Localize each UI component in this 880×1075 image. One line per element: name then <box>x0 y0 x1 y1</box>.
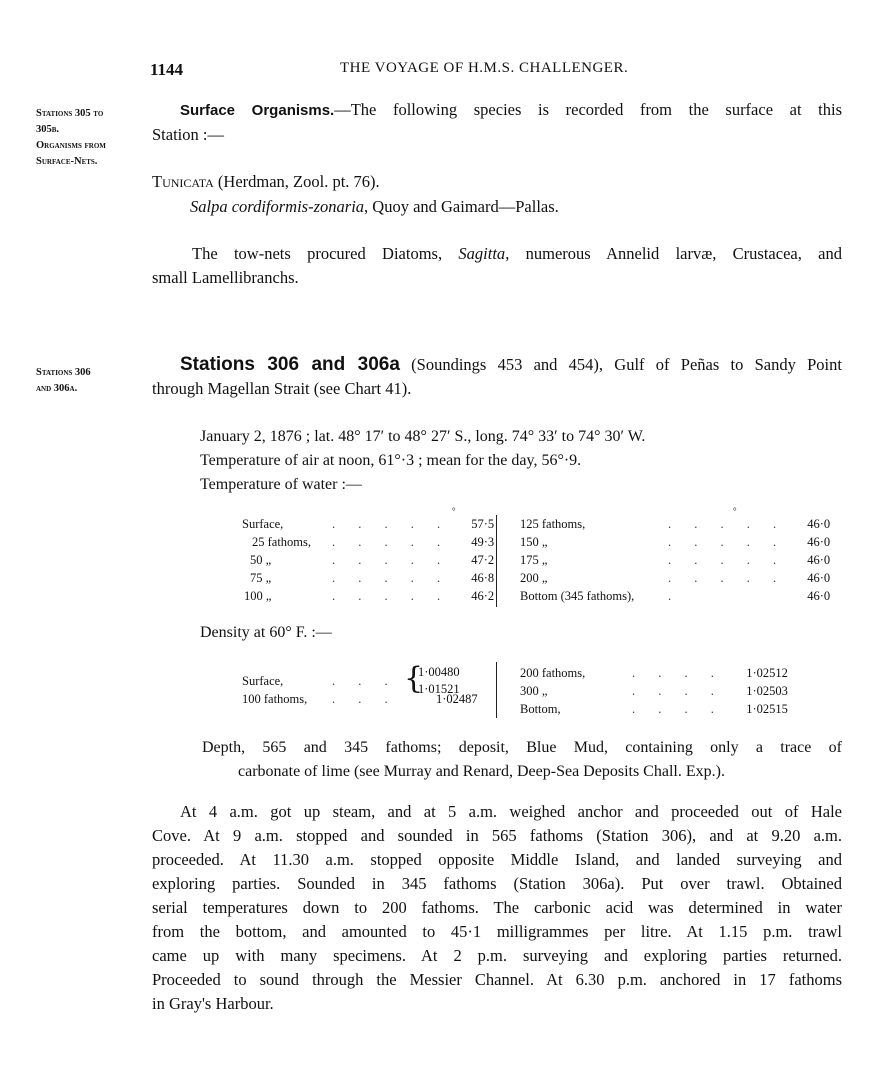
depth-cell: 25 fathoms, <box>252 534 312 549</box>
temp-cell: 46·0 <box>807 588 831 603</box>
surface-organisms-text: —The following species is recorded from the surface at this <box>334 100 842 119</box>
townet-paragraph <box>152 242 842 290</box>
leader-dots: . . . . . <box>668 534 787 549</box>
table-row <box>238 533 498 551</box>
table-row <box>516 551 834 569</box>
table-divider <box>496 662 497 718</box>
townet-line2: small Lamellibranchs. <box>152 268 299 287</box>
species-authority: , Quoy and Gaimard—Pallas. <box>364 197 559 216</box>
stations-heading: Stations 306 and 306a <box>180 354 400 375</box>
leader-dots: . . . <box>332 673 398 688</box>
page-number: 1144 <box>150 60 184 79</box>
stations-text: (Soundings 453 and 454), Gulf of Peñas to Sandy Point <box>399 355 842 374</box>
deposit-line2: carbonate of lime (see Murray and Renard, Deep-Sea Deposits Chall. Exp.). <box>238 763 725 780</box>
temp-cell: 49·3 <box>471 534 495 549</box>
depth-cell: 125 fathoms, <box>520 516 586 531</box>
margin-note-line: Stations 306 <box>36 367 91 378</box>
temperature-table-left <box>238 515 498 605</box>
leader-dots: . . . . . <box>332 516 451 531</box>
tunicata-line <box>152 172 380 192</box>
brace-glyph: { <box>404 661 424 696</box>
temperature-table-right <box>516 515 834 605</box>
table-row <box>516 700 792 718</box>
air-temperature-line: Temperature of air at noon, 61°·3 ; mean for the day, 56°·9. <box>200 452 582 469</box>
depth-cell: 200 „ <box>520 570 548 585</box>
temp-cell: 47·2 <box>471 552 495 567</box>
leader-dots: . . . . . <box>332 552 451 567</box>
depth-cell: 50 „ <box>250 552 272 567</box>
water-temperature-label: Temperature of water :— <box>200 476 362 493</box>
sagitta-name: Sagitta <box>458 244 506 263</box>
table-row <box>516 587 834 605</box>
depth-cell: 100 fathoms, <box>242 691 308 706</box>
margin-note-line: and 306a. <box>36 383 78 394</box>
density-label: Density at 60° F. :— <box>200 624 332 641</box>
narrative-line: exploring parties. Sounded in 345 fathoms (Station 306a). Put over trawl. Obtained <box>152 874 842 893</box>
species-line <box>190 197 559 217</box>
depth-cell: 100 „ <box>244 588 272 603</box>
surface-organisms-paragraph <box>152 98 842 147</box>
margin-note-surface <box>36 106 106 170</box>
table-row <box>516 569 834 587</box>
depth-cell: 200 fathoms, <box>520 665 586 680</box>
depth-cell: Surface, <box>242 516 284 531</box>
degree-mark: ° <box>452 506 456 516</box>
stations-line2: through Magellan Strait (see Chart 41). <box>152 379 412 398</box>
surface-organisms-line2: Station :— <box>152 125 224 144</box>
stations-paragraph <box>152 353 842 401</box>
deposit-line1: Depth, 565 and 345 fathoms; deposit, Blue Mud, containing only a trace of <box>202 739 842 756</box>
narrative-line: proceeded. At 11.30 a.m. stopped opposite Middle Island, and landed surveying and <box>152 850 842 869</box>
margin-note-stations <box>36 365 91 397</box>
temp-cell: 46·0 <box>807 516 831 531</box>
tunicata-label: Tunicata <box>152 172 214 191</box>
margin-note-line: 305b. <box>36 124 60 135</box>
leader-dots: . . . . . <box>332 570 451 585</box>
leader-dots: . . . . . <box>668 552 787 567</box>
density-cell: 1·02487 <box>435 691 478 706</box>
narrative-line: serial temperatures down to 200 fathoms. The carbonic acid was determined in water <box>152 898 842 917</box>
temp-cell: 46·0 <box>807 552 831 567</box>
leader-dots: . . . . . <box>668 570 787 585</box>
table-row <box>238 569 498 587</box>
table-row <box>516 664 792 682</box>
leader-dots: . . . . . <box>332 588 451 603</box>
townet-text-rest: , numerous Annelid larvæ, Crustacea, and <box>505 244 842 263</box>
narrative-line: came up with many specimens. At 2 p.m. surveying and exploring parties returned. <box>152 946 842 965</box>
townet-text: The tow-nets procured Diatoms, <box>192 244 459 263</box>
tunicata-ref: (Herdman, Zool. pt. 76). <box>213 172 380 191</box>
density-cell: 1·00480 <box>418 665 460 679</box>
temp-cell: 46·8 <box>471 570 495 585</box>
temp-cell: 46·0 <box>807 570 831 585</box>
table-row <box>516 515 834 533</box>
leader-dots: . . . <box>332 691 398 706</box>
leader-dots: . . . . . <box>332 534 451 549</box>
date-position-line: January 2, 1876 ; lat. 48° 17′ to 48° 27′ S., long. 74° 33′ to 74° 30′ W. <box>200 428 646 445</box>
table-row <box>516 682 792 700</box>
temp-cell: 57·5 <box>471 516 495 531</box>
narrative-paragraph <box>152 800 842 1016</box>
table-row <box>238 515 498 533</box>
depth-cell: Surface, <box>242 673 284 688</box>
depth-cell: 75 „ <box>250 570 272 585</box>
table-divider <box>496 515 497 607</box>
depth-cell: Bottom, <box>520 701 561 716</box>
degree-mark: ° <box>733 506 737 516</box>
species-name: Salpa cordiformis-zonaria <box>190 197 365 216</box>
leader-dots: . . . . <box>632 665 724 680</box>
table-row <box>516 533 834 551</box>
deposit-paragraph <box>202 736 842 784</box>
depth-cell: Bottom (345 fathoms), <box>520 588 635 603</box>
density-cell: 1·02515 <box>746 701 788 716</box>
leader-dots: . . . . . <box>668 516 787 531</box>
leader-dots: . . . . <box>632 701 724 716</box>
leader-dots: . . . . <box>632 683 724 698</box>
table-row <box>238 551 498 569</box>
temp-cell: 46·2 <box>471 588 495 603</box>
surface-density-values <box>418 664 460 698</box>
density-cell: 1·01521 <box>418 682 460 696</box>
temp-cell: 46·0 <box>807 534 831 549</box>
narrative-line: from the bottom, and amounted to 45·1 milligrammes per litre. At 1.15 p.m. trawl <box>152 922 842 941</box>
table-row <box>238 587 498 605</box>
leader-dots: . <box>668 588 682 603</box>
narrative-line: in Gray's Harbour. <box>152 994 274 1013</box>
margin-note-line: Surface-Nets. <box>36 156 98 167</box>
depth-cell: 150 „ <box>520 534 548 549</box>
surface-organisms-heading: Surface Organisms. <box>180 102 335 119</box>
margin-note-line: Stations 305 to <box>36 108 104 119</box>
narrative-line: At 4 a.m. got up steam, and at 5 a.m. weighed anchor and proceeded out of Hale <box>180 802 842 821</box>
narrative-line: Cove. At 9 a.m. stopped and sounded in 565 fathoms (Station 306), and at 9.20 a.m. <box>152 826 842 845</box>
density-cell: 1·02503 <box>746 683 788 698</box>
depth-cell: 300 „ <box>520 683 548 698</box>
narrative-line: Proceeded to sound through the Messier Channel. At 6.30 p.m. anchored in 17 fathoms <box>152 970 842 989</box>
margin-note-line: Organisms from <box>36 140 106 151</box>
depth-cell: 175 „ <box>520 552 548 567</box>
running-title: THE VOYAGE OF H.M.S. CHALLENGER. <box>340 60 629 76</box>
density-table-right <box>516 664 792 718</box>
density-cell: 1·02512 <box>746 665 788 680</box>
